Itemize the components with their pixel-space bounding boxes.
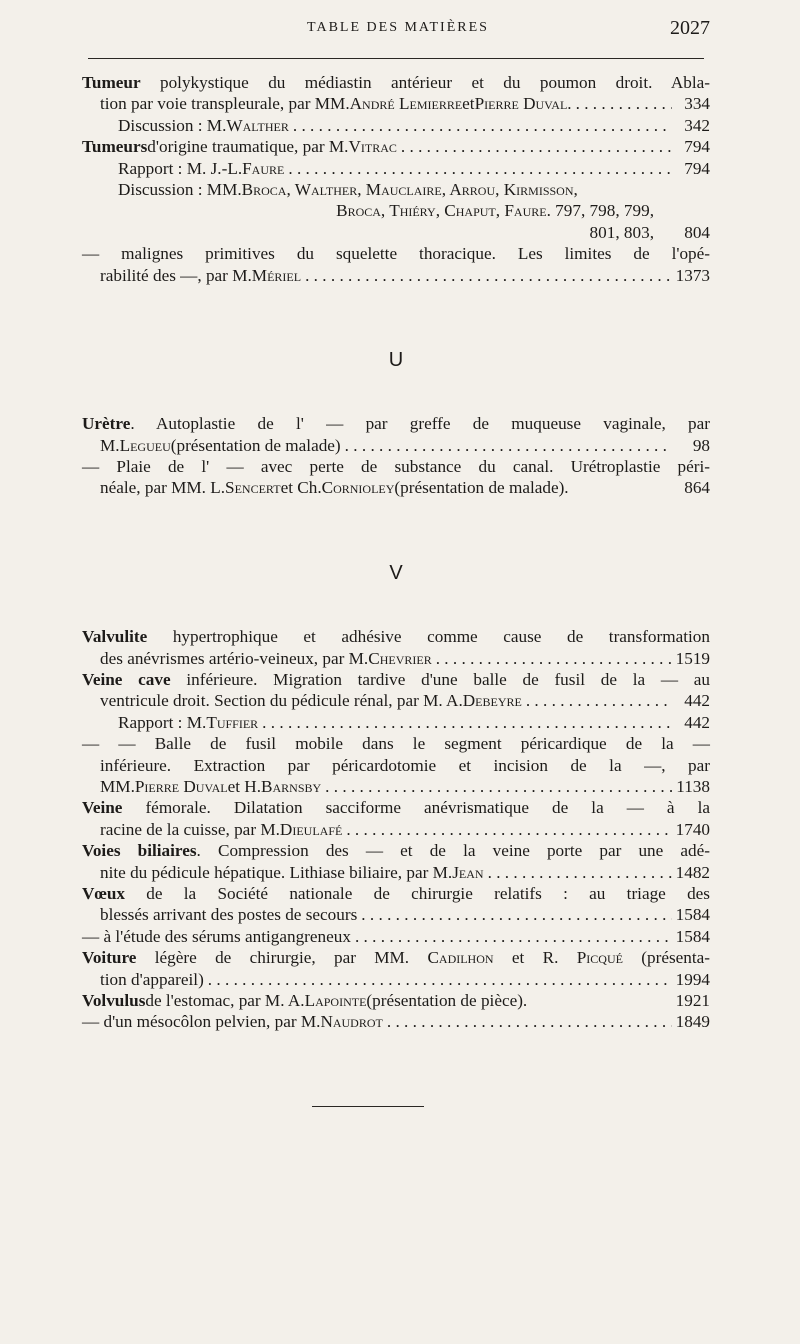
index-line: Tumeurs d'origine traumatique, par M. Vitrac . . . 794 [82, 136, 710, 157]
page-ref: 334 [684, 94, 710, 114]
page-ref: 1584 [675, 926, 710, 946]
index-line: — malignes primitives du squelette thoracique. Les limites de l'opé- [82, 244, 710, 264]
page-ref: 1519 [675, 648, 710, 668]
index-line: M. Legueu (présentation de malade) . . . 98 [82, 435, 710, 456]
index-line: Broca, Thiéry, Chaput, Faure . 797, 798, 799, [336, 201, 654, 221]
index-line: MM. Pierre Duval et H. Barnsby . . . 1138 [82, 776, 710, 797]
index-line: Veine cave inférieure. Migration tardive d'une balle de fusil de la — au [82, 670, 710, 690]
index-line: Voiture légère de chirurgie, par MM. Cadilhon et R. Picqué (présenta- [82, 948, 710, 968]
index-line: Rapport : M. J.-L. Faure . . . 794 [82, 158, 710, 179]
index-line: Volvulus de l'estomac, par M. A. Lapointe (présentation de pièce). 1921 [82, 990, 710, 1010]
page-ref: 1740 [675, 819, 710, 839]
index-line: nite du pédicule hépatique. Lithiase biliaire, par M. Jean . . . 1482 [82, 862, 710, 883]
page-ref: 98 [692, 435, 710, 455]
page-ref: 442 [684, 691, 710, 711]
index-line: Urètre. Autoplastie de l' — par greffe de muqueuse vaginale, par [82, 414, 710, 434]
index-line: blessés arrivant des postes de secours . . . 1584 [82, 904, 710, 925]
index-line: racine de la cuisse, par M. Dieulafé . . . 1740 [82, 819, 710, 840]
page-ref: 804 [684, 222, 710, 242]
end-rule [312, 1106, 424, 1107]
index-line: — à l'étude des sérums antigangreneux . . . 1584 [82, 926, 710, 947]
page-ref: 794 [684, 137, 710, 157]
index-line: Discussion : M. Walther . . . 342 [82, 115, 710, 136]
running-title: TABLE DES MATIÈRES [307, 20, 489, 35]
page-number: 2027 [670, 17, 710, 39]
page-ref: 1994 [675, 969, 710, 989]
index-line: rabilité des —, par M. Mériel . . . 1373 [82, 265, 710, 286]
page-header [86, 17, 710, 42]
index-line: Vœux de la Société nationale de chirurgie relatifs : au triage des [82, 883, 710, 903]
page-ref: 864 [684, 478, 710, 498]
index-line: inférieure. Extraction par péricardotomie et incision de la —, par [100, 755, 710, 775]
page-ref: 794 [684, 158, 710, 178]
page-ref: 1921 [675, 990, 710, 1010]
index-line: 801, 803, 804 [589, 222, 710, 242]
page-ref: 1138 [676, 776, 710, 796]
index-line: ventricule droit. Section du pédicule rénal, par M. A. Debeyre . . . 442 [82, 690, 710, 711]
page-ref: 1849 [675, 1012, 710, 1032]
section-letter-v: V [389, 561, 403, 584]
index-line: — Plaie de l' — avec perte de substance du canal. Urétroplastie péri- [82, 457, 710, 477]
index-line: Veine fémorale. Dilatation sacciforme anévrismatique de la — à la [82, 798, 710, 818]
index-line: néale, par MM. L. Sencert et Ch. Cornioley (présentation de malade). 864 [100, 478, 710, 498]
index-body [82, 72, 710, 1033]
index-line: Rapport : M. Tuffier . . . 442 [82, 712, 710, 733]
page-ref: 1482 [675, 862, 710, 882]
page-ref: 1584 [675, 905, 710, 925]
header-rule [88, 58, 704, 59]
index-line: Discussion : MM. Broca, Walther, Mauclaire, Arrou, Kirmisson, [118, 179, 578, 199]
index-line: des anévrismes artério-veineux, par M. Chevrier . . . 1519 [82, 648, 710, 669]
index-line: Tumeur polykystique du médiastin antérieur et du poumon droit. Abla- [82, 73, 710, 92]
index-line: Valvulite hypertrophique et adhésive comme cause de transformation [82, 627, 710, 647]
index-line: — — Balle de fusil mobile dans le segment péricardique de la — [82, 734, 710, 754]
index-line: tion d'appareil) . . . 1994 [82, 969, 710, 990]
page-ref: 1373 [675, 265, 710, 285]
index-line: tion par voie transpleurale, par MM. André Lemierre et Pierre Duval . . . . 334 [82, 93, 710, 114]
section-letter-u: U [388, 348, 404, 371]
page-ref: 342 [684, 115, 710, 135]
page-ref: 442 [684, 712, 710, 732]
index-line: — d'un mésocôlon pelvien, par M. Naudrot . . . 1849 [82, 1011, 710, 1032]
index-line: Voies biliaires. Compression des — et de la veine porte par une adé- [82, 841, 710, 861]
